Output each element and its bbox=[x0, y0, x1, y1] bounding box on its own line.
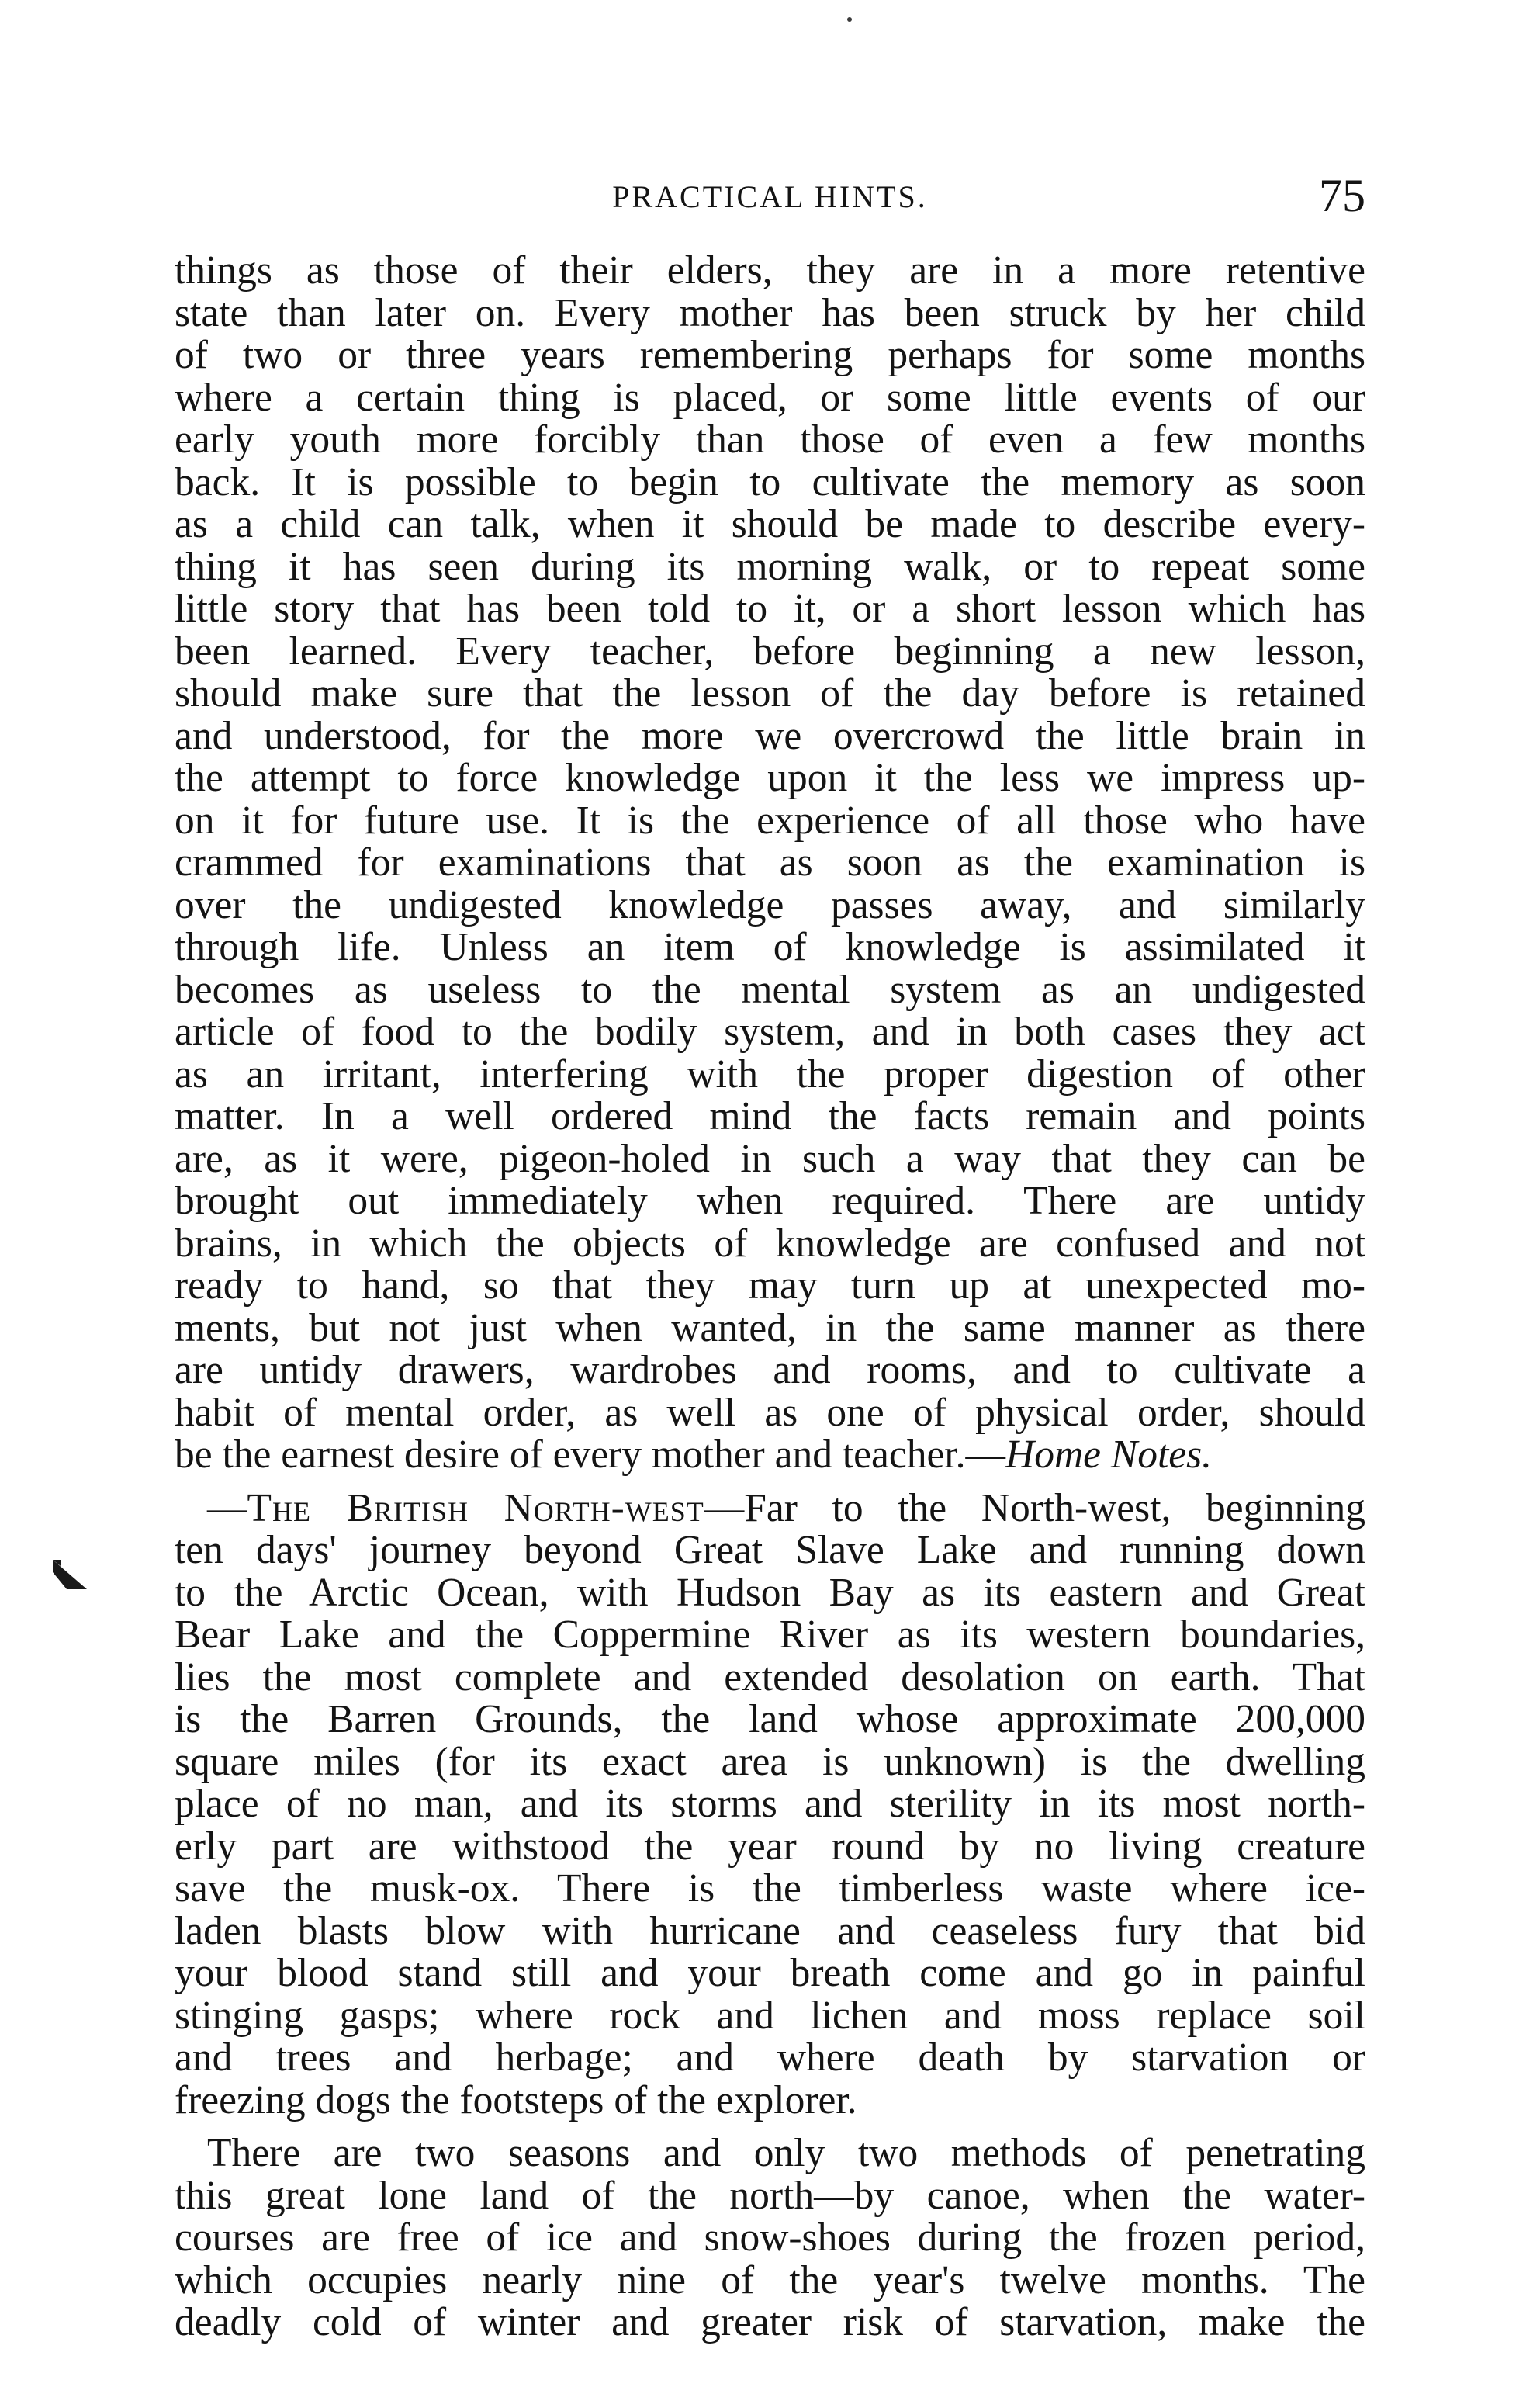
lead-dash: — bbox=[207, 1487, 247, 1530]
text-line: laden blasts blow with hurricane and ceaseless fury that bid bbox=[175, 1910, 1365, 1952]
text-line: this great lone land of the north—by canoe, when the water- bbox=[175, 2174, 1365, 2217]
text-line: state than later on. Every mother has been struck by her child bbox=[175, 292, 1365, 334]
text-line: erly part are withstood the year round by no living creature bbox=[175, 1825, 1365, 1868]
text-line: are, as it were, pigeon-holed in such a way that they can be bbox=[175, 1138, 1365, 1180]
text-line: back. It is possible to begin to cultivate the memory as soon bbox=[175, 461, 1365, 504]
line-text: —Far to the North-west, beginning bbox=[704, 1487, 1365, 1530]
text-line: to the Arctic Ocean, with Hudson Bay as its eastern and Great bbox=[175, 1571, 1365, 1614]
text-line: should make sure that the lesson of the day before is retained bbox=[175, 673, 1365, 715]
text-line: lies the most complete and extended desolation on earth. That bbox=[175, 1656, 1365, 1699]
paragraph-north-west bbox=[175, 1488, 1365, 2122]
section-heading: The British North-west bbox=[247, 1487, 704, 1530]
text-line: There are two seasons and only two methods of penetrating bbox=[207, 2132, 1365, 2175]
running-head bbox=[175, 169, 1365, 223]
text-line: of two or three years remembering perhaps for some months bbox=[175, 334, 1365, 377]
text-line: on it for future use. It is the experience of all those who have bbox=[175, 799, 1365, 842]
paragraph-lines bbox=[175, 1530, 1365, 2080]
pointer-arrow-icon bbox=[51, 1558, 88, 1591]
text-line: becomes as useless to the mental system as an undigested bbox=[175, 968, 1365, 1011]
text-line: over the undigested knowledge passes away, and similarly bbox=[175, 884, 1365, 927]
body-text bbox=[175, 250, 1365, 2344]
text-line: ten days' journey beyond Great Slave Lake and running down bbox=[175, 1530, 1365, 1572]
running-title: PRACTICAL HINTS. bbox=[612, 179, 928, 214]
text-line: habit of mental order, as well as one of physical order, should bbox=[175, 1391, 1365, 1434]
paragraph-seasons bbox=[175, 2132, 1365, 2344]
text-line: article of food to the bodily system, and in both cases they act bbox=[175, 1011, 1365, 1054]
text-line: are untidy drawers, wardrobes and rooms, and to cultivate a bbox=[175, 1349, 1365, 1392]
text-line: which occupies nearly nine of the year's twelve months. The bbox=[175, 2259, 1365, 2302]
source-citation: Home Notes. bbox=[1005, 1434, 1213, 1477]
text-line: your blood stand still and your breath come and go in painful bbox=[175, 1952, 1365, 1995]
text-line: freezing dogs the footsteps of the explorer. bbox=[175, 2079, 857, 2122]
text-line: ready to hand, so that they may turn up at unexpected mo- bbox=[175, 1265, 1365, 1308]
text-line: stinging gasps; where rock and lichen and moss replace soil bbox=[175, 1994, 1365, 2037]
text-line: place of no man, and its storms and sterility in its most north- bbox=[175, 1783, 1365, 1826]
page-speck bbox=[847, 17, 852, 22]
text-line: crammed for examinations that as soon as the examination is bbox=[175, 842, 1365, 885]
text-line: brought out immediately when required. There are untidy bbox=[175, 1180, 1365, 1223]
text-line: and understood, for the more we overcrowd the little brain in bbox=[175, 715, 1365, 757]
text-line: Bear Lake and the Coppermine River as its western boundaries, bbox=[175, 1614, 1365, 1657]
text-line: been learned. Every teacher, before beginning a new lesson, bbox=[175, 630, 1365, 673]
text-line: is the Barren Grounds, the land whose approximate 200,000 bbox=[175, 1699, 1365, 1741]
text-line: and trees and herbage; and where death by starvation or bbox=[175, 2037, 1365, 2080]
text-line: thing it has seen during its morning walk, or to repeat some bbox=[175, 546, 1365, 588]
text-line: the attempt to force knowledge upon it the less we impress up- bbox=[175, 757, 1365, 800]
line-text: be the earnest desire of every mother and teacher.— bbox=[175, 1434, 1005, 1477]
text-line: courses are free of ice and snow-shoes during the frozen period, bbox=[175, 2217, 1365, 2260]
text-line: as an irritant, interfering with the proper digestion of other bbox=[175, 1053, 1365, 1096]
text-line: things as those of their elders, they are in a more retentive bbox=[175, 250, 1365, 293]
paragraph-lines bbox=[175, 2175, 1365, 2344]
paragraph-gap bbox=[175, 1477, 1365, 1488]
text-line: little story that has been told to it, or a short lesson which has bbox=[175, 588, 1365, 631]
text-line: matter. In a well ordered mind the facts remain and points bbox=[175, 1096, 1365, 1138]
text-line: square miles (for its exact area is unknown) is the dwelling bbox=[175, 1741, 1365, 1783]
text-line: where a certain thing is placed, or some little events of our bbox=[175, 376, 1365, 419]
text-line: deadly cold of winter and greater risk of starvation, make the bbox=[175, 2302, 1365, 2344]
paragraph-gap bbox=[175, 2122, 1365, 2132]
page-number: 75 bbox=[1319, 170, 1365, 221]
text-line: early youth more forcibly than those of even a few months bbox=[175, 419, 1365, 462]
text-line bbox=[175, 1434, 1365, 1477]
text-line bbox=[175, 1488, 1365, 1530]
text-line: as a child can talk, when it should be made to describe every- bbox=[175, 504, 1365, 546]
text-line: brains, in which the objects of knowledge are confused and not bbox=[175, 1222, 1365, 1265]
text-line: ments, but not just when wanted, in the same manner as there bbox=[175, 1307, 1365, 1349]
text-line: through life. Unless an item of knowledge is assimilated it bbox=[175, 927, 1365, 969]
paragraph-memory bbox=[175, 250, 1365, 1434]
text-line: save the musk-ox. There is the timberless waste where ice- bbox=[175, 1868, 1365, 1911]
